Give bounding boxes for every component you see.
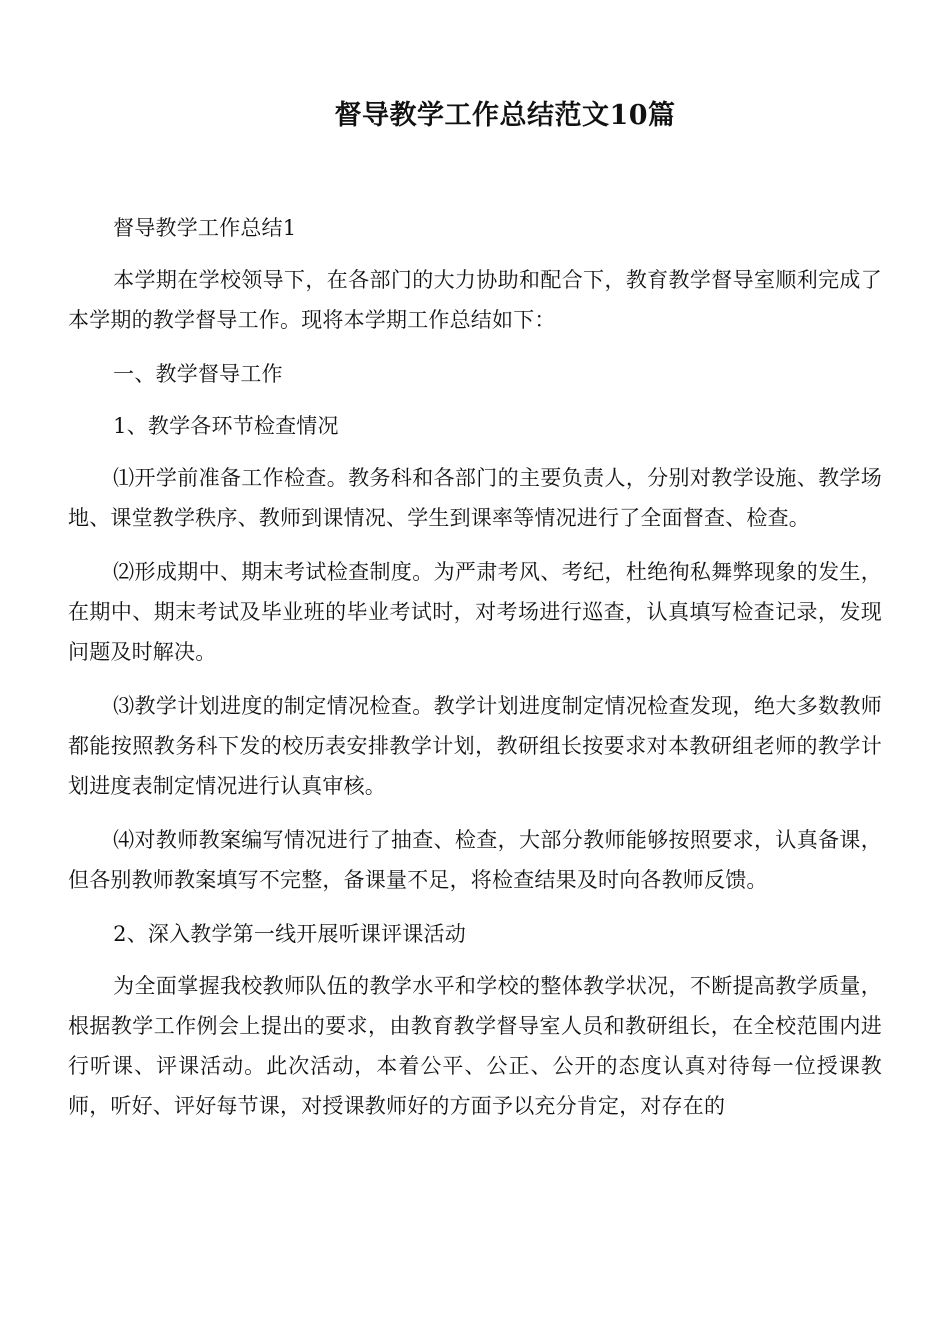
paragraph: ⑶教学计划进度的制定情况检查。教学计划进度制定情况检查发现，绝大多数教师都能按照教务科下发的校历表安排教学计划，教研组长按要求对本教研组老师的教学计划进度表制定情况进行认真审核。 bbox=[68, 694, 882, 798]
section-heading: 一、教学督导工作 bbox=[113, 362, 283, 386]
paragraph: 为全面掌握我校教师队伍的教学水平和学校的整体教学状况，不断提高教学质量，根据教学工作例会上提出的要求，由教育教学督导室人员和教研组长，在全校范围内进行听课、评课活动。此次活动，本着公平、公正、公开的态度认真对待每一位授课教师，听好、评好每节课，对授课教师好的方面予以充分肯定，对存在的 bbox=[68, 974, 882, 1118]
paragraph: ⑵形成期中、期末考试检查制度。为严肃考风、考纪，杜绝徇私舞弊现象的发生，在期中、期末考试及毕业班的毕业考试时，对考场进行巡查，认真填写检查记录，发现问题及时解决。 bbox=[68, 560, 882, 664]
document-body bbox=[68, 208, 882, 1140]
paragraph: 本学期在学校领导下，在各部门的大力协助和配合下，教育教学督导室顺利完成了本学期的教学督导工作。现将本学期工作总结如下： bbox=[68, 268, 882, 332]
paragraph: ⑷对教师教案编写情况进行了抽查、检查，大部分教师能够按照要求，认真备课，但各别教师教案填写不完整，备课量不足，将检查结果及时向各教师反馈。 bbox=[68, 828, 882, 892]
paragraph: ⑴开学前准备工作检查。教务科和各部门的主要负责人，分别对教学设施、教学场地、课堂教学秩序、教师到课情况、学生到课率等情况进行了全面督查、检查。 bbox=[68, 466, 882, 530]
document-title: 督导教学工作总结范文10篇 bbox=[334, 100, 676, 131]
subsection-heading: 1、教学各环节检查情况 bbox=[113, 414, 339, 438]
section-heading: 督导教学工作总结1 bbox=[113, 216, 297, 240]
subsection-heading: 2、深入教学第一线开展听课评课活动 bbox=[113, 922, 466, 946]
